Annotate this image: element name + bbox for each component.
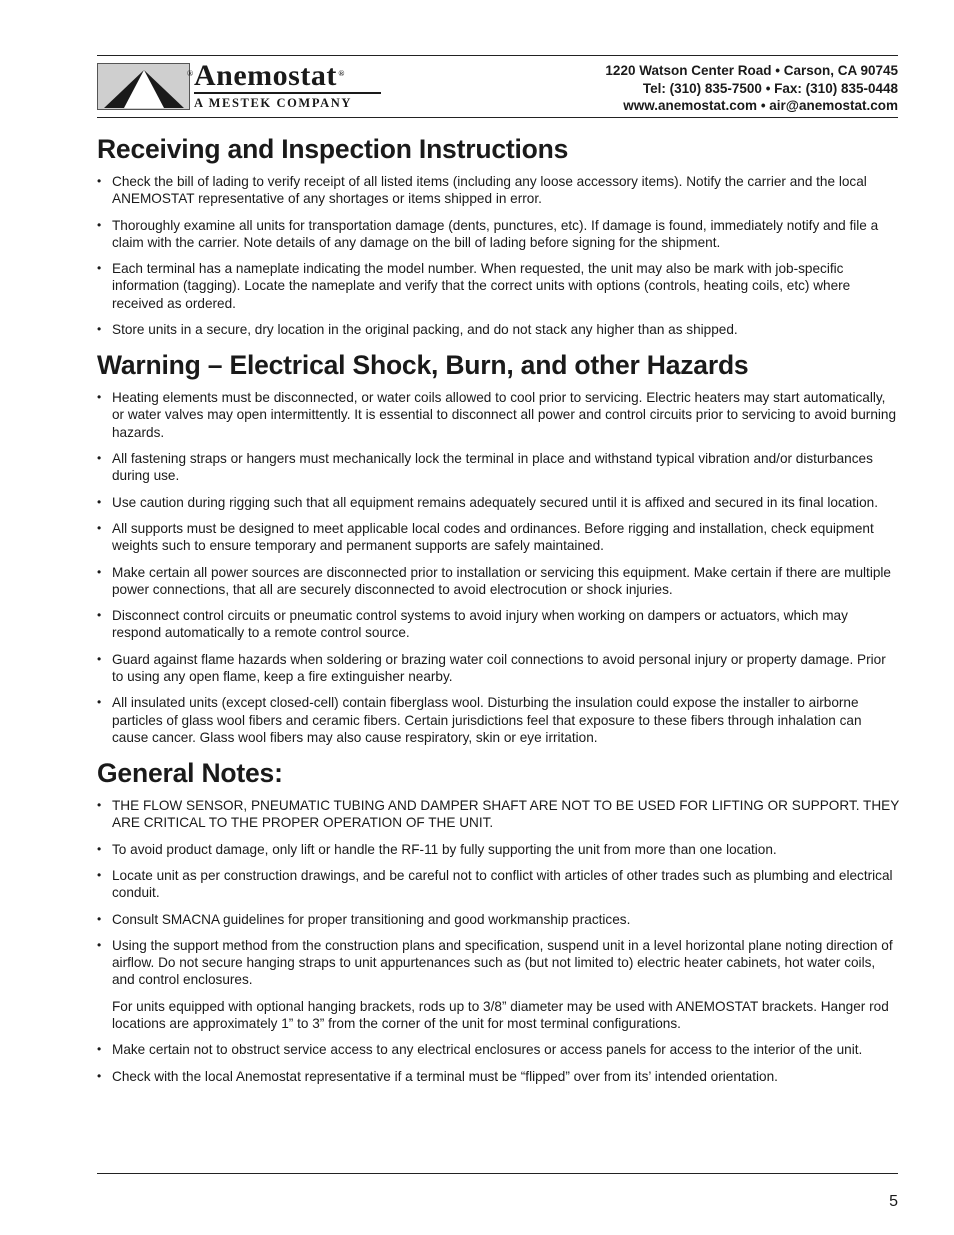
- list-item: • Use caution during rigging such that all equipment remains adequately secured until it is affixed and secured in its final location.: [97, 494, 900, 511]
- list-item: [97, 937, 900, 1032]
- brand-logo: [187, 59, 484, 111]
- header-top-rule: [97, 55, 898, 56]
- page-number: 5: [889, 1193, 898, 1210]
- contact-block: [605, 62, 898, 115]
- list-item: • Make certain not to obstruct service access to any electrical enclosures or access panels for access to the interior of the unit.: [97, 1041, 900, 1058]
- list-item: • Thoroughly examine all units for transportation damage (dents, punctures, etc). If damage is found, immediately notify and file a claim with the carrier. Note details of any damage on the bill of lading before signing for the shipment.: [97, 217, 900, 251]
- general-notes-list: [97, 797, 900, 1085]
- brand-underline: [194, 92, 381, 94]
- section-title-general-notes: General Notes:: [97, 757, 283, 788]
- list-item: • Guard against flame hazards when soldering or brazing water coil connections to avoid personal injury or property damage. Prior to using any open flame, keep a fire extinguisher nearby.: [97, 651, 900, 685]
- list-item-text: Using the support method from the construction plans and specification, suspend unit in a level horizontal plane noting direction of airflow. Do not secure hanging straps to unit appurtenances such as (but not limited to) electric heater cabinets, hot water coils, and control enclosures.: [112, 937, 893, 988]
- header-bottom-rule: [97, 117, 898, 118]
- logo-triangle-icon: [97, 63, 190, 110]
- list-item: • To avoid product damage, only lift or handle the RF-11 by fully supporting the unit from more than one location.: [97, 841, 900, 858]
- list-item: • All supports must be designed to meet applicable local codes and ordinances. Before rigging and installation, check equipment weights such to ensure temporary and permanent supports are safely maintained.: [97, 520, 900, 554]
- list-item: • All fastening straps or hangers must mechanically lock the terminal in place and withstand typical vibration and/or disturbances during use.: [97, 450, 900, 484]
- brand-reg-mark-right: ®: [338, 69, 345, 78]
- list-item: • Consult SMACNA guidelines for proper transitioning and good workmanship practices.: [97, 911, 900, 928]
- page-header: [97, 58, 898, 116]
- list-item: • Check with the local Anemostat representative if a terminal must be “flipped” over from its’ intended orientation.: [97, 1068, 900, 1085]
- list-item: • Disconnect control circuits or pneumatic control systems to avoid injury when working on dampers or actuators, which may respond automatically to a remote control source.: [97, 607, 900, 641]
- sub-paragraph: For units equipped with optional hanging brackets, rods up to 3/8” diameter may be used with ANEMOSTAT brackets. Hanger rod locations are approximately 1” to 3” from the corner of the unit for most terminal configurations.: [112, 998, 889, 1031]
- contact-phone: Tel: (310) 835-7500 • Fax: (310) 835-0448: [642, 80, 898, 96]
- brand-name-text: Anemostat: [194, 59, 337, 92]
- list-item: • All insulated units (except closed-cell) contain fiberglass wool. Disturbing the insulation could expose the installer to airborne particles of glass wool fibers and ceramic fibers. Certain jurisdictions feel that exposure to these fibers through inhalation can cause cancer. Glass wool fibers may also cause respiratory, skin or eye irritation.: [97, 694, 900, 746]
- receiving-list: [97, 173, 900, 338]
- section-title-warning: Warning – Electrical Shock, Burn, and other Hazards: [97, 350, 749, 381]
- list-item: • THE FLOW SENSOR, PNEUMATIC TUBING AND DAMPER SHAFT ARE NOT TO BE USED FOR LIFTING OR SUPPORT. THEY ARE CRITICAL TO THE PROPER OPERATION OF THE UNIT.: [97, 797, 900, 831]
- main-content: [97, 134, 900, 1094]
- brand-name: [187, 59, 345, 92]
- list-item: • Check the bill of lading to verify receipt of all listed items (including any loose accessory items). Notify the carrier and the local ANEMOSTAT representative of any shortages or items shipped in error.: [97, 173, 900, 207]
- contact-web: www.anemostat.com • air@anemostat.com: [623, 98, 898, 113]
- list-item: • Locate unit as per construction drawings, and be careful not to conflict with articles of other trades such as plumbing and electrical conduit.: [97, 867, 900, 901]
- list-item: • Each terminal has a nameplate indicating the model number. When requested, the unit may also be mark with job-specific information (tagging). Locate the nameplate and verify that the correct units with options (controls, heating coils, etc) where received as ordered.: [97, 260, 900, 312]
- list-item: • Store units in a secure, dry location in the original packing, and do not stack any higher than as shipped.: [97, 321, 900, 338]
- list-item: • Make certain all power sources are disconnected prior to installation or servicing this equipment. Make certain if there are multiple power connections, that all are securely disconnected to avoid electrocution or shock injuries.: [97, 564, 900, 598]
- list-item: • Heating elements must be disconnected, or water coils allowed to cool prior to servicing. Electric heaters may start automatically, or water valves may open intermittently. It is essential to disconnect all power and control circuits prior to servicing to avoid burning hazards.: [97, 389, 900, 441]
- brand-subtitle: A MESTEK COMPANY: [194, 96, 353, 110]
- contact-address: 1220 Watson Center Road • Carson, CA 90745: [605, 63, 898, 78]
- brand-reg-mark-left: ®: [187, 69, 194, 78]
- warning-list: [97, 389, 900, 746]
- footer-rule: [97, 1173, 898, 1174]
- section-title-receiving: Receiving and Inspection Instructions: [97, 134, 569, 164]
